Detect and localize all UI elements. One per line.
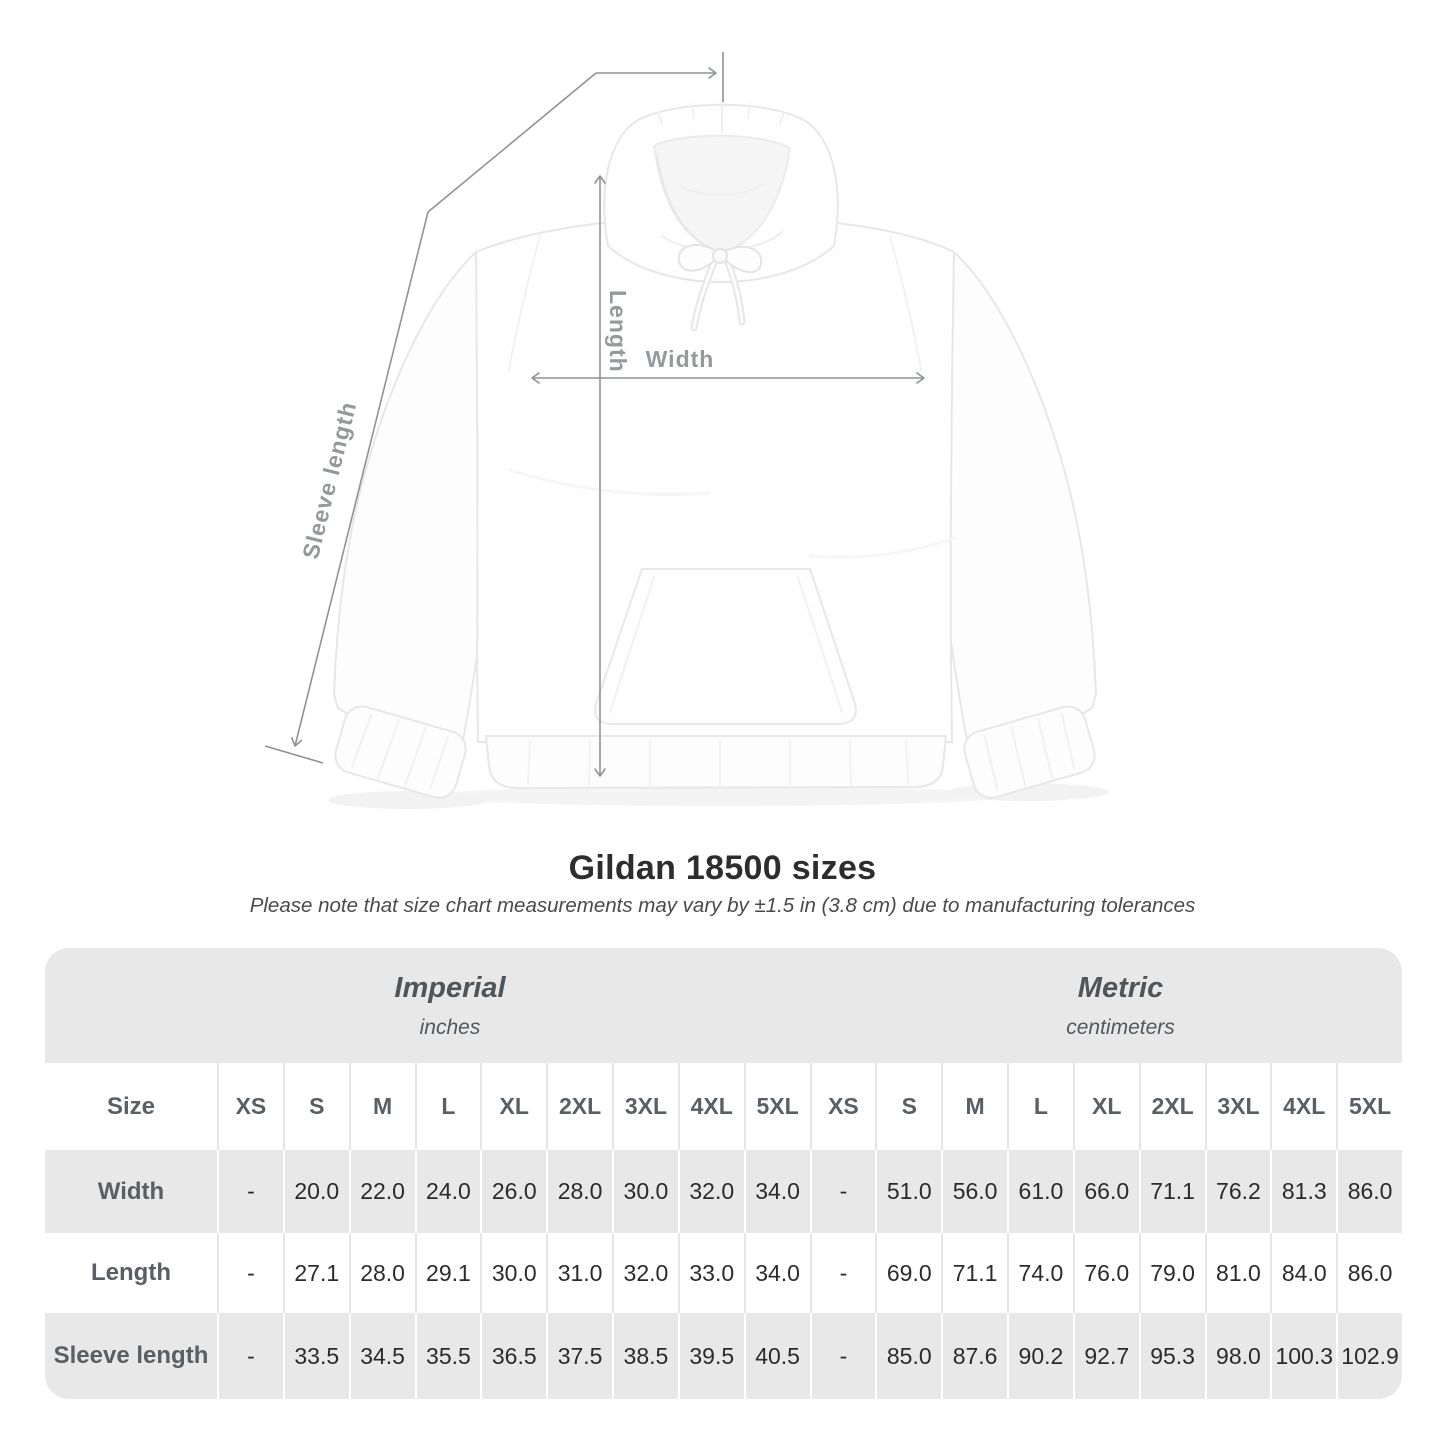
measurement-cell: 32.0 bbox=[678, 1150, 744, 1233]
hoodie-measurement-diagram bbox=[210, 40, 1240, 840]
measurement-cell: 26.0 bbox=[480, 1150, 546, 1233]
measurement-cell: 100.3 bbox=[1270, 1313, 1336, 1399]
size-col-header: 4XL bbox=[678, 1063, 744, 1150]
size-col-header: 3XL bbox=[612, 1063, 678, 1150]
sleeve-length-row bbox=[45, 1313, 1402, 1399]
measurement-cell: - bbox=[810, 1150, 876, 1233]
size-header-row bbox=[45, 1063, 1402, 1150]
measurement-cell: 33.0 bbox=[678, 1233, 744, 1313]
measurement-cell: 102.9 bbox=[1336, 1313, 1402, 1399]
measurement-cell: 31.0 bbox=[546, 1233, 612, 1313]
metric-title: Metric bbox=[1077, 971, 1164, 1004]
size-col-header: 4XL bbox=[1270, 1063, 1336, 1150]
imperial-title: Imperial bbox=[394, 971, 506, 1004]
measurement-cell: 90.2 bbox=[1007, 1313, 1073, 1399]
metric-unit: centimeters bbox=[1066, 1015, 1175, 1039]
measurement-cell: 39.5 bbox=[678, 1313, 744, 1399]
measurement-cell: - bbox=[217, 1233, 283, 1313]
measurement-cell: 71.1 bbox=[1139, 1150, 1205, 1233]
measurement-cell: 85.0 bbox=[875, 1313, 941, 1399]
sleeve-dim-bottom-tick bbox=[265, 746, 323, 763]
unit-header-band bbox=[45, 948, 1402, 1063]
width-row bbox=[45, 1150, 1402, 1233]
row-label: Sleeve length bbox=[53, 1342, 209, 1369]
measurement-cell: - bbox=[217, 1150, 283, 1233]
measurement-cell: 34.5 bbox=[349, 1313, 415, 1399]
measurement-cell: 34.0 bbox=[744, 1233, 810, 1313]
measurement-cell: 35.5 bbox=[415, 1313, 481, 1399]
measurement-cell: 30.0 bbox=[612, 1150, 678, 1233]
measurement-cell: 87.6 bbox=[941, 1313, 1007, 1399]
measurement-cell: 86.0 bbox=[1336, 1233, 1402, 1313]
size-col-header: 3XL bbox=[1205, 1063, 1271, 1150]
size-col-header: XS bbox=[217, 1063, 283, 1150]
measurement-cell: 71.1 bbox=[941, 1233, 1007, 1313]
row-label: Width bbox=[97, 1177, 165, 1205]
measurement-cell: - bbox=[810, 1313, 876, 1399]
measurement-cell: 79.0 bbox=[1139, 1233, 1205, 1313]
measurement-cell: 56.0 bbox=[941, 1150, 1007, 1233]
imperial-unit: inches bbox=[419, 1015, 481, 1039]
length-dim-label: Length bbox=[605, 290, 631, 373]
size-col-header: S bbox=[875, 1063, 941, 1150]
measurement-cell: 84.0 bbox=[1270, 1233, 1336, 1313]
measurement-cell: 33.5 bbox=[283, 1313, 349, 1399]
measurement-cell: - bbox=[217, 1313, 283, 1399]
metric-header bbox=[809, 948, 1402, 1063]
measurement-cell: - bbox=[810, 1233, 876, 1313]
measurement-cell: 74.0 bbox=[1007, 1233, 1073, 1313]
sleeve-dim-label: Sleeve length bbox=[297, 398, 362, 562]
width-dim-label: Width bbox=[645, 346, 715, 372]
size-col-header: 5XL bbox=[1336, 1063, 1402, 1150]
imperial-header bbox=[45, 948, 809, 1063]
hem-band bbox=[486, 736, 946, 788]
tolerance-note: Please note that size chart measurements may vary by ±1.5 in (3.8 cm) due to manufacturing tolerances bbox=[249, 894, 1196, 917]
measurement-cell: 38.5 bbox=[612, 1313, 678, 1399]
size-col-header: L bbox=[1007, 1063, 1073, 1150]
measurement-cell: 61.0 bbox=[1007, 1150, 1073, 1233]
measurement-cell: 81.3 bbox=[1270, 1150, 1336, 1233]
measurement-cell: 34.0 bbox=[744, 1150, 810, 1233]
measurement-cell: 86.0 bbox=[1336, 1150, 1402, 1233]
size-col-header: L bbox=[415, 1063, 481, 1150]
hoodie-image bbox=[331, 102, 1099, 802]
measurement-cell: 28.0 bbox=[546, 1150, 612, 1233]
measurement-cell: 29.1 bbox=[415, 1233, 481, 1313]
size-col-header: 5XL bbox=[744, 1063, 810, 1150]
measurement-cell: 66.0 bbox=[1073, 1150, 1139, 1233]
size-col-header: S bbox=[283, 1063, 349, 1150]
measurement-cell: 40.5 bbox=[744, 1313, 810, 1399]
size-col-header: 2XL bbox=[1139, 1063, 1205, 1150]
measurement-cell: 37.5 bbox=[546, 1313, 612, 1399]
measurement-cell: 69.0 bbox=[875, 1233, 941, 1313]
measurement-cell: 81.0 bbox=[1205, 1233, 1271, 1313]
size-col-header: 2XL bbox=[546, 1063, 612, 1150]
measurement-cell: 76.2 bbox=[1205, 1150, 1271, 1233]
size-table bbox=[45, 948, 1402, 1399]
row-label: Length bbox=[91, 1259, 171, 1286]
size-col-header: M bbox=[349, 1063, 415, 1150]
measurement-cell: 36.5 bbox=[480, 1313, 546, 1399]
measurement-cell: 76.0 bbox=[1073, 1233, 1139, 1313]
measurement-cell: 51.0 bbox=[875, 1150, 941, 1233]
measurement-cell: 95.3 bbox=[1139, 1313, 1205, 1399]
measurement-cell: 20.0 bbox=[283, 1150, 349, 1233]
size-col-header: XS bbox=[810, 1063, 876, 1150]
measurement-cell: 98.0 bbox=[1205, 1313, 1271, 1399]
measurement-cell: 27.1 bbox=[283, 1233, 349, 1313]
measurement-cell: 24.0 bbox=[415, 1150, 481, 1233]
corner-label: Size bbox=[106, 1092, 156, 1120]
size-col-header: M bbox=[941, 1063, 1007, 1150]
size-col-header: XL bbox=[480, 1063, 546, 1150]
size-col-header: XL bbox=[1073, 1063, 1139, 1150]
measurement-cell: 28.0 bbox=[349, 1233, 415, 1313]
measurement-cell: 22.0 bbox=[349, 1150, 415, 1233]
sleeve-dim-bend-segment bbox=[428, 73, 596, 212]
measurement-cell: 30.0 bbox=[480, 1233, 546, 1313]
length-row bbox=[45, 1233, 1402, 1313]
measurement-cell: 92.7 bbox=[1073, 1313, 1139, 1399]
page-title: Gildan 18500 sizes bbox=[568, 849, 877, 887]
measurement-cell: 32.0 bbox=[612, 1233, 678, 1313]
kangaroo-pocket bbox=[595, 569, 856, 724]
